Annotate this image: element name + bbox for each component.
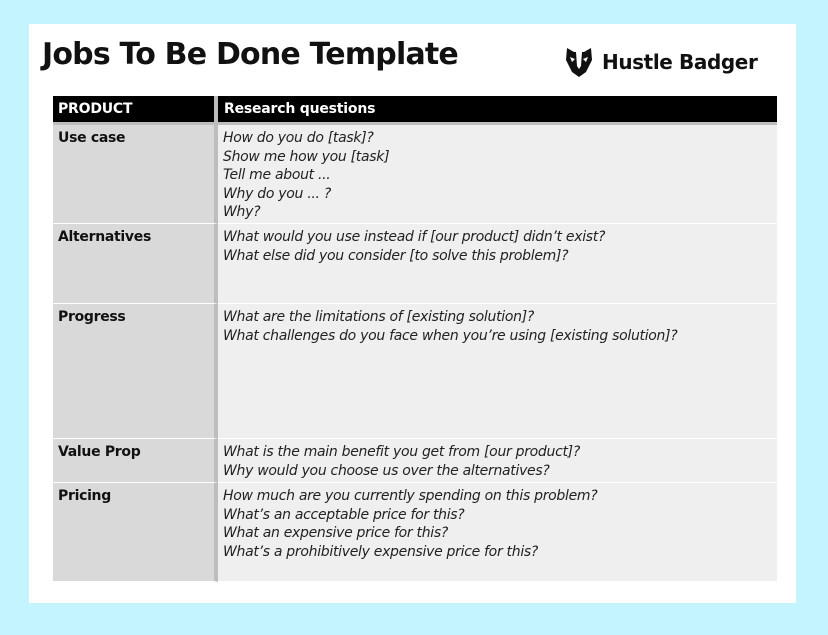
question-text: What are the limitations of [existing solution]? [223, 309, 535, 325]
question-text: What’s an acceptable price for this? [223, 506, 465, 523]
row-questions-pricing [218, 483, 777, 582]
row-questions-use-case [218, 122, 777, 224]
row-label-pricing: Pricing [53, 483, 218, 582]
template-card [29, 24, 796, 603]
question-text: Why would you choose us over the alternatives? [223, 462, 550, 479]
row-questions-alternatives [218, 224, 777, 304]
question-text: What challenges do you face when you’re using [existing solution]? [223, 327, 678, 344]
question-text: Why do you ... ? [223, 185, 331, 202]
brand-logo [564, 46, 757, 78]
row-questions-value-prop [218, 439, 777, 483]
row-questions-progress [218, 304, 777, 439]
question-text: Tell me about ... [223, 167, 331, 184]
row-label-use-case: Use case [53, 122, 218, 224]
column-header-product: PRODUCT [53, 96, 218, 122]
question-text: How much are you currently spending on this problem? [223, 488, 598, 504]
jtbd-table [53, 96, 777, 582]
question-text: What is the main benefit you get from [our product]? [223, 444, 580, 460]
question-text: What else did you consider [to solve this problem]? [223, 247, 569, 264]
question-text: What an expensive price for this? [223, 525, 449, 542]
question-text: What would you use instead if [our product] didn’t exist? [223, 229, 606, 245]
brand-name: Hustle Badger [602, 50, 758, 74]
badger-head-icon [564, 46, 594, 78]
question-text: How do you do [task]? [223, 130, 374, 146]
row-label-value-prop: Value Prop [53, 439, 218, 483]
row-label-alternatives: Alternatives [53, 224, 218, 304]
page-title: Jobs To Be Done Template [42, 37, 458, 72]
question-text: Show me how you [task] [223, 148, 390, 165]
question-text: What’s a prohibitively expensive price for this? [223, 543, 539, 560]
row-label-progress: Progress [53, 304, 218, 439]
question-text: Why? [223, 204, 261, 221]
column-header-research-questions: Research questions [218, 96, 777, 122]
